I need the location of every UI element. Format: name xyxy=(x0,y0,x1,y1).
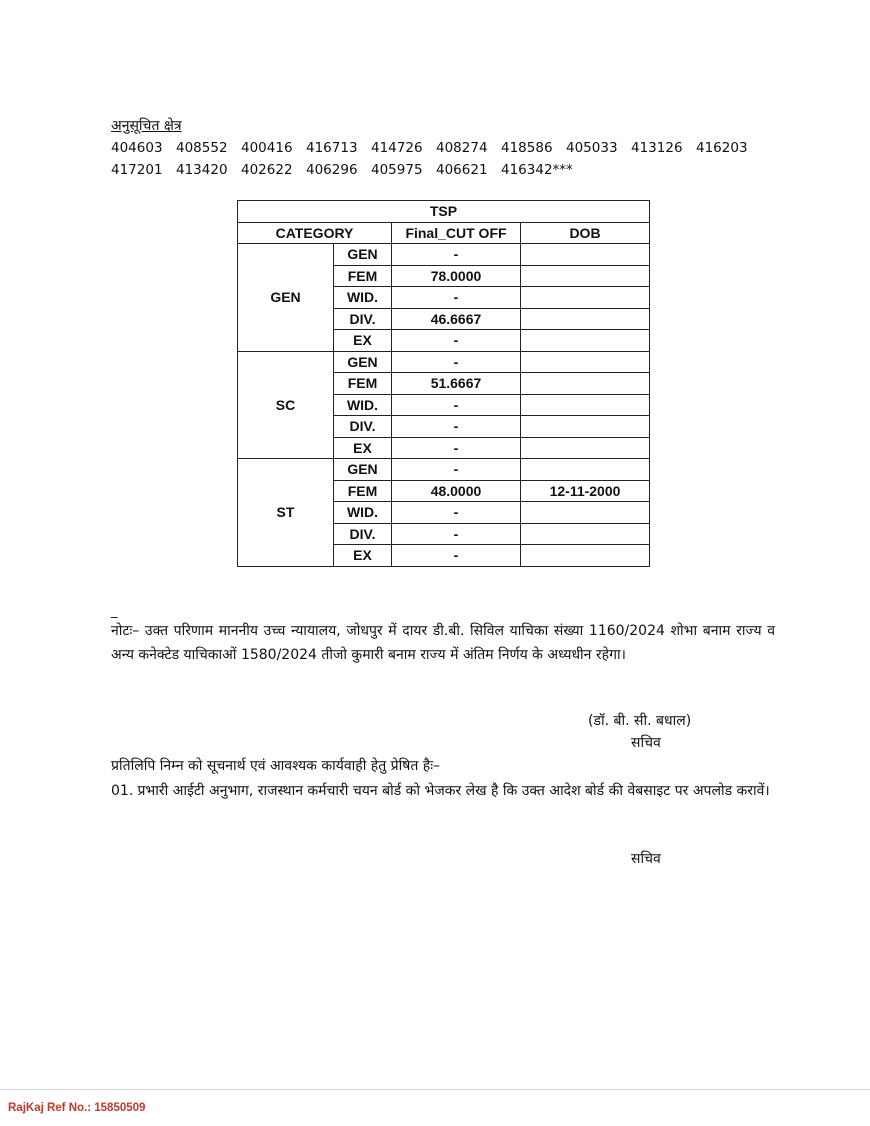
roll-number: 408274 xyxy=(436,140,488,156)
cutoff-cell: - xyxy=(392,523,521,545)
dob-cell xyxy=(521,308,650,330)
header-dob: DOB xyxy=(521,222,650,244)
category-cell: GEN xyxy=(238,244,334,352)
table-row xyxy=(238,244,650,266)
sub-category-cell: WID. xyxy=(334,287,392,309)
dash-mark: _ xyxy=(111,604,118,619)
sub-category-cell: EX xyxy=(334,330,392,352)
roll-number: 400416 xyxy=(241,140,293,156)
cutoff-cell: - xyxy=(392,244,521,266)
dob-cell xyxy=(521,502,650,524)
dob-cell xyxy=(521,459,650,481)
roll-number: 418586 xyxy=(501,140,553,156)
category-cell: ST xyxy=(238,459,334,567)
cutoff-cell: - xyxy=(392,437,521,459)
sub-category-cell: DIV. xyxy=(334,523,392,545)
copy-item-number: 01. xyxy=(111,783,134,799)
roll-number: 402622 xyxy=(241,162,293,178)
roll-number: 404603 xyxy=(111,140,163,156)
note-paragraph: नोटः– उक्त परिणाम माननीय उच्च न्यायालय, जोधपुर में दायर डी.बी. सिविल याचिका संख्या 1160/2024 शोभा बनाम राज्य व अन्य कनेक्टेड याचिकाओं 1580/2024 तीजो कुमारी बनाम राज्य में अंतिम निर्णय के अध्यधीन रहेगा। xyxy=(111,623,775,663)
sub-category-cell: EX xyxy=(334,437,392,459)
sub-category-cell: WID. xyxy=(334,502,392,524)
roll-number: 406621 xyxy=(436,162,488,178)
dob-cell xyxy=(521,523,650,545)
roll-numbers-line-2 xyxy=(111,162,573,178)
cutoff-cell: - xyxy=(392,459,521,481)
cutoff-cell: - xyxy=(392,416,521,438)
header-cutoff: Final_CUT OFF xyxy=(392,222,521,244)
cutoff-cell: - xyxy=(392,330,521,352)
cutoff-cell: - xyxy=(392,287,521,309)
sub-category-cell: FEM xyxy=(334,373,392,395)
table-row xyxy=(238,351,650,373)
roll-number: 413126 xyxy=(631,140,683,156)
signatory-name: (डॉ. बी. सी. बधाल) xyxy=(588,713,692,729)
dob-cell xyxy=(521,265,650,287)
cutoff-cell: 51.6667 xyxy=(392,373,521,395)
table-title: TSP xyxy=(238,201,650,223)
sub-category-cell: EX xyxy=(334,545,392,567)
cutoff-cell: 78.0000 xyxy=(392,265,521,287)
cutoff-cell: - xyxy=(392,351,521,373)
ref-number: RajKaj Ref No.: 15850509 xyxy=(8,1102,146,1114)
roll-number: 414726 xyxy=(371,140,423,156)
dob-cell xyxy=(521,351,650,373)
dob-cell xyxy=(521,545,650,567)
footer-divider xyxy=(0,1089,870,1090)
section-heading: अनुसूचित क्षेत्र xyxy=(111,118,182,134)
roll-number: 406296 xyxy=(306,162,358,178)
sub-category-cell: GEN xyxy=(334,244,392,266)
sub-category-cell: WID. xyxy=(334,394,392,416)
sub-category-cell: GEN xyxy=(334,459,392,481)
table-row xyxy=(238,459,650,481)
roll-number: 413420 xyxy=(176,162,228,178)
cutoff-cell: 46.6667 xyxy=(392,308,521,330)
roll-number: 416342*** xyxy=(501,162,573,178)
sub-category-cell: DIV. xyxy=(334,416,392,438)
sub-category-cell: FEM xyxy=(334,480,392,502)
cutoff-cell: - xyxy=(392,394,521,416)
roll-numbers-line-1 xyxy=(111,140,761,156)
roll-number: 416203 xyxy=(696,140,748,156)
roll-number: 408552 xyxy=(176,140,228,156)
cutoff-cell: - xyxy=(392,545,521,567)
dob-cell xyxy=(521,416,650,438)
signatory-title: सचिव xyxy=(631,735,661,751)
dob-cell xyxy=(521,373,650,395)
sub-category-cell: FEM xyxy=(334,265,392,287)
cutoff-cell: 48.0000 xyxy=(392,480,521,502)
dob-cell xyxy=(521,244,650,266)
dob-cell xyxy=(521,287,650,309)
signatory-title-copy: सचिव xyxy=(631,851,661,867)
copy-item xyxy=(111,779,775,803)
category-cell: SC xyxy=(238,351,334,459)
header-category: CATEGORY xyxy=(238,222,392,244)
roll-number: 416713 xyxy=(306,140,358,156)
sub-category-cell: GEN xyxy=(334,351,392,373)
cutoff-table xyxy=(237,200,650,567)
roll-number: 417201 xyxy=(111,162,163,178)
roll-number: 405975 xyxy=(371,162,423,178)
dob-cell: 12-11-2000 xyxy=(521,480,650,502)
sub-category-cell: DIV. xyxy=(334,308,392,330)
roll-number: 405033 xyxy=(566,140,618,156)
dob-cell xyxy=(521,330,650,352)
copy-item-text: प्रभारी आईटी अनुभाग, राजस्थान कर्मचारी चयन बोर्ड को भेजकर लेख है कि उक्त आदेश बोर्ड की वेबसाइट पर अपलोड करावें। xyxy=(137,783,770,799)
cutoff-cell: - xyxy=(392,502,521,524)
dob-cell xyxy=(521,394,650,416)
dob-cell xyxy=(521,437,650,459)
copy-heading: प्रतिलिपि निम्न को सूचनार्थ एवं आवश्यक कार्यवाही हेतु प्रेषित हैः– xyxy=(111,758,441,774)
